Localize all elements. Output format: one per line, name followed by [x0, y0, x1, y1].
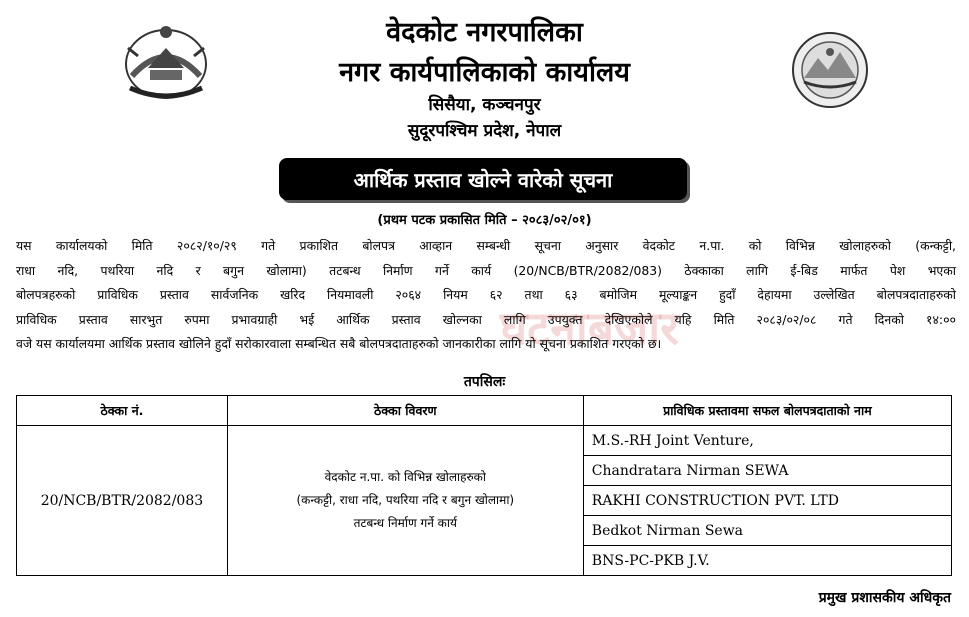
notice-body: [16, 234, 956, 357]
body-line: बोलपत्रहरुको प्राविधिक प्रस्ताव सार्वजनिक खरिद नियमावली २०६४ नियम ६२ तथा ६३ बमोजिम मूल्याङ्कन हुदाँ देहायमा उल्लेखित बोलपत्रदाताहरुको: [16, 287, 956, 303]
description-line: वेदकोट न.पा. को विभिन्न खोलाहरुको: [324, 470, 487, 484]
body-line: वजे यस कार्यालयमा आर्थिक प्रस्ताव खोलिने हुदाँ सरोकारवाला सम्बन्धित सबै बोलपत्रदाताहरुको जानकारीका लागि यो सूचना प्रकाशित गरएको छ।: [16, 336, 662, 352]
province-name: सुदूरपश्चिम प्रदेश, नेपाल: [407, 121, 562, 141]
details-label: तपसिलः: [463, 374, 506, 390]
body-line: राधा नदि, पथरिया नदि र बगुन खोलामा) तटबन्ध निर्माण गर्ने कार्य (20/NCB/BTR/2082/083) ठेक्काका लागि ई-बिड मार्फत पेश भएका: [16, 262, 956, 278]
bidder-table: [16, 395, 952, 576]
bidder-name: Chandratara Nirman SEWA: [583, 456, 951, 486]
contract-number: 20/NCB/BTR/2082/083: [17, 426, 228, 576]
description-line: (कन्कट्टी, राधा नदि, पथरिया नदि र बगुन खोलामा): [296, 493, 515, 507]
bidder-name: M.S.-RH Joint Venture,: [583, 426, 951, 456]
municipality-name: वेदकोट नगरपालिका: [386, 17, 583, 48]
published-date: (प्रथम पटक प्रकासित मिति – २०८३/०२/०१): [377, 213, 592, 228]
office-location: सिसैया, कञ्चनपुर: [428, 95, 541, 115]
bidder-name: Bedkot Nirman Sewa: [583, 516, 951, 546]
notice-title: आर्थिक प्रस्ताव खोल्ने वारेको सूचना: [279, 158, 687, 200]
bidder-name: RAKHI CONSTRUCTION PVT. LTD: [583, 486, 951, 516]
watermark: घटनाबजार: [500, 301, 679, 355]
header-contract-description: ठेक्का विवरण: [227, 396, 583, 426]
header-contract-no: ठेक्का नं.: [17, 396, 228, 426]
letterhead: [0, 0, 969, 150]
description-line: तटबन्ध निर्माण गर्ने कार्य: [353, 516, 457, 530]
table-row: [17, 426, 952, 456]
header-bidder-name: प्राविधिक प्रस्तावमा सफल बोलपत्रदाताको नाम: [583, 396, 951, 426]
bidder-name: BNS-PC-PKB J.V.: [583, 546, 951, 576]
signature-title: प्रमुख प्रशासकीय अधिकृत: [818, 590, 951, 606]
table-header-row: [17, 396, 952, 426]
body-line: प्राविधिक प्रस्ताव सारभुत रुपमा प्रभावग्राही भई आर्थिक प्रस्ताव खोल्नका लागि उपयुक्त देखिएकोले यहि मिति २०८३/०२/०८ गते दिनको १४:००: [16, 311, 956, 327]
contract-description: [227, 426, 583, 576]
body-line: यस कार्यालयको मिति २०८२/१०/२९ गते प्रकाशित बोलपत्र आव्हान सम्बन्धी सूचना अनुसार वेदकोट न.पा. को विभिन्न खोलाहरुको (कन्कट्टी,: [16, 238, 956, 253]
office-name: नगर कार्यपालिकाको कार्यालय: [339, 57, 630, 88]
